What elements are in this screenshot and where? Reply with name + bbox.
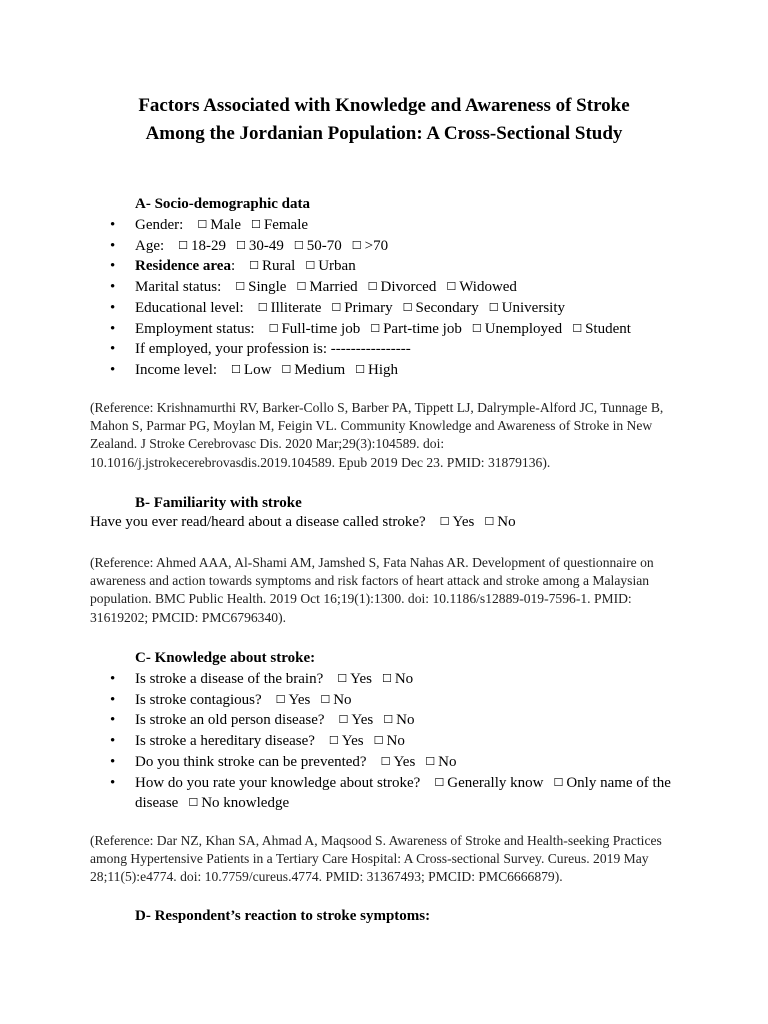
checkbox-option[interactable] — [381, 754, 416, 770]
checkbox-option-label: No — [438, 753, 457, 770]
item-label: Age: — [135, 237, 165, 254]
list-item — [90, 215, 690, 236]
checkbox-icon[interactable]: ☐ — [402, 300, 413, 314]
checkbox-option[interactable] — [258, 300, 322, 316]
list-item — [90, 710, 690, 731]
checkbox-option[interactable] — [368, 279, 437, 295]
checkbox-option[interactable] — [249, 258, 295, 274]
checkbox-option-label: Unemployed — [484, 320, 563, 337]
checkbox-icon[interactable]: ☐ — [231, 362, 241, 376]
checkbox-option-label: Married — [309, 279, 358, 296]
checkbox-option[interactable] — [339, 712, 374, 728]
list-item — [90, 339, 690, 360]
checkbox-option-label: No — [396, 712, 415, 729]
checkbox-option[interactable] — [370, 321, 462, 337]
checkbox-icon[interactable]: ☐ — [381, 672, 392, 685]
checkbox-icon[interactable]: ☐ — [275, 692, 286, 706]
checkbox-option-label: Only name of the disease — [135, 774, 671, 812]
checkbox-option-label: Female — [263, 217, 309, 233]
checkbox-option[interactable] — [235, 279, 286, 295]
checkbox-option[interactable] — [294, 238, 342, 254]
checkbox-option[interactable] — [383, 712, 414, 728]
item-label-suffix: : — [230, 258, 236, 275]
title-line-2: Among the Jordanian Population: A Cross-Sectional Study — [145, 123, 623, 144]
checkbox-option[interactable] — [331, 300, 392, 316]
section-a-list — [90, 215, 690, 381]
checkbox-option-label: Yes — [341, 733, 364, 750]
checkbox-icon[interactable]: ☐ — [281, 362, 292, 376]
checkbox-icon[interactable]: ☐ — [383, 713, 394, 727]
checkbox-icon[interactable]: ☐ — [367, 280, 378, 294]
checkbox-icon[interactable]: ☐ — [320, 692, 331, 706]
checkbox-option-label: Widowed — [459, 279, 517, 296]
checkbox-option[interactable] — [425, 754, 456, 770]
item-label: Employment status: — [135, 320, 255, 337]
checkbox-option-label: No — [333, 691, 352, 708]
checkbox-option-label: Primary — [344, 299, 393, 316]
list-item — [90, 236, 690, 257]
checkbox-option[interactable] — [296, 279, 357, 295]
checkbox-option-label: 50-70 — [306, 237, 342, 254]
item-label: How do you rate your knowledge about stroke? — [135, 774, 421, 791]
checkbox-option[interactable] — [329, 733, 364, 749]
checkbox-icon[interactable]: ☐ — [235, 280, 246, 294]
checkbox-icon[interactable]: ☐ — [351, 238, 362, 252]
checkbox-option[interactable] — [305, 258, 355, 274]
checkbox-option[interactable] — [320, 692, 351, 708]
checkbox-option[interactable] — [276, 692, 311, 708]
section-c-reference: (Reference: Dar NZ, Khan SA, Ahmad A, Maqsood S. Awareness of Stroke and Health-seeking Practices among Hypertensive Patients in a Tertiary Care Hospital: A Cross-sectional Survey. Cureus. 2019 May 28;11(5):e4774. doi: 10.7759/cureus.4774. PMID: 31367493; PMCID: PMC6666879). — [90, 833, 662, 885]
checkbox-option[interactable] — [489, 300, 565, 316]
checkbox-option-label: Yes — [452, 514, 475, 530]
checkbox-option-label: No — [386, 733, 405, 750]
checkbox-option[interactable] — [231, 362, 271, 378]
checkbox-option[interactable] — [281, 362, 345, 378]
title-line-1: Factors Associated with Knowledge and Awareness of Stroke — [138, 95, 630, 116]
checkbox-icon[interactable]: ☐ — [572, 321, 583, 335]
checkbox-option-label: Rural — [262, 258, 296, 275]
checkbox-option[interactable] — [178, 238, 226, 254]
checkbox-icon[interactable]: ☐ — [296, 280, 307, 294]
checkbox-icon[interactable]: ☐ — [257, 300, 268, 314]
checkbox-icon[interactable]: ☐ — [178, 238, 189, 252]
checkbox-option-label: Yes — [393, 753, 416, 770]
item-label: Educational level: — [135, 299, 244, 316]
checkbox-icon[interactable]: ☐ — [380, 754, 391, 768]
document-title — [0, 92, 768, 148]
item-label: Residence area — [135, 258, 231, 275]
item-label: Do you think stroke can be prevented? — [135, 753, 367, 770]
checkbox-option-label: Low — [243, 361, 272, 378]
checkbox-icon[interactable]: ☐ — [337, 672, 348, 685]
checkbox-option-label: 30-49 — [248, 237, 284, 254]
checkbox-icon[interactable]: ☐ — [305, 259, 316, 273]
item-label: Is stroke contagious? — [135, 691, 262, 708]
checkbox-option[interactable] — [197, 217, 241, 233]
checkbox-icon[interactable]: ☐ — [553, 775, 564, 789]
checkbox-option-label: Urban — [318, 258, 356, 275]
checkbox-option[interactable] — [374, 733, 405, 749]
checkbox-option[interactable] — [188, 795, 289, 811]
checkbox-option-label: 18-29 — [191, 237, 227, 254]
section-a-reference: (Reference: Krishnamurthi RV, Barker-Collo S, Barber PA, Tippett LJ, Dalrymple-Alford JC, Tunnage B, Mahon S, Parmar PG, Moylan M, Feigin VL. Community Knowledge and Awareness of Stroke in New Zealand. J Stroke Cerebrovasc Dis. 2020 Mar;29(3):104589. doi: 10.1016/j.jstrokecerebrovasdis.2019.104589. Epub 2019 Dec 23. PMID: 31879136). — [90, 400, 664, 470]
checkbox-option[interactable] — [472, 321, 562, 337]
section-c-list — [90, 669, 690, 814]
list-item — [90, 360, 690, 381]
list-item — [90, 752, 690, 773]
checkbox-option[interactable] — [440, 514, 475, 530]
section-b-question: Have you ever read/heard about a disease called stroke? — [90, 514, 426, 530]
item-label: Is stroke a hereditary disease? — [135, 733, 315, 750]
checkbox-option-label: Illiterate — [270, 299, 322, 316]
checkbox-icon[interactable]: ☐ — [268, 321, 279, 335]
section-d-heading: D- Respondent’s reaction to stroke symptoms: — [135, 908, 431, 924]
checkbox-option[interactable] — [484, 514, 515, 530]
checkbox-icon[interactable]: ☐ — [425, 754, 436, 768]
checkbox-option[interactable] — [434, 775, 543, 791]
list-item — [90, 256, 690, 277]
checkbox-option-label: No — [394, 671, 414, 687]
list-item — [90, 669, 690, 690]
checkbox-icon[interactable]: ☐ — [236, 238, 246, 252]
checkbox-icon[interactable]: ☐ — [471, 321, 482, 335]
section-b-reference: (Reference: Ahmed AAA, Al-Shami AM, Jamshed S, Fata Nahas AR. Development of questionnaire on awareness and action towards symptoms and risk factors of heart attack and stroke among a Malaysian population. BMC Public Health. 2019 Oct 16;19(1):1300. doi: 10.1186/s12889-019-7596-1. PMID: 31619202; PMCID: PMC6796340). — [90, 555, 654, 625]
section-a-heading: A- Socio-demographic data — [135, 196, 310, 212]
checkbox-option-label: No knowledge — [201, 795, 290, 812]
checkbox-icon[interactable]: ☐ — [355, 362, 366, 376]
checkbox-icon[interactable]: ☐ — [188, 796, 199, 810]
checkbox-option-label: Medium — [294, 361, 346, 378]
list-item — [90, 298, 690, 319]
checkbox-option[interactable] — [352, 238, 388, 254]
checkbox-icon[interactable]: ☐ — [484, 515, 495, 528]
checkbox-option-label: Divorced — [380, 279, 437, 296]
section-c-heading: C- Knowledge about stroke: — [135, 650, 316, 666]
item-label: Is stroke an old person disease? — [135, 712, 325, 729]
checkbox-option[interactable] — [236, 238, 284, 254]
checkbox-icon[interactable]: ☐ — [251, 218, 261, 231]
checkbox-option-label: Yes — [288, 691, 311, 708]
list-item — [90, 277, 690, 298]
checkbox-option[interactable] — [269, 321, 361, 337]
checkbox-icon[interactable]: ☐ — [370, 321, 381, 335]
item-label: Income level: — [135, 361, 218, 378]
list-item — [90, 690, 690, 711]
checkbox-option[interactable] — [355, 362, 398, 378]
item-label: Gender: — [135, 217, 184, 233]
checkbox-icon[interactable]: ☐ — [293, 238, 304, 252]
checkbox-icon[interactable]: ☐ — [446, 280, 457, 294]
section-b-question-row — [90, 514, 516, 531]
list-item — [90, 319, 690, 340]
checkbox-icon[interactable]: ☐ — [197, 218, 208, 231]
checkbox-option-label: Male — [210, 217, 242, 233]
checkbox-option-label: Yes — [350, 671, 372, 687]
checkbox-icon[interactable]: ☐ — [331, 300, 342, 314]
list-item — [90, 773, 690, 814]
checkbox-option-label: >70 — [364, 237, 389, 254]
item-label: Is stroke a disease of the brain? — [135, 671, 324, 687]
checkbox-option-label: High — [368, 361, 399, 378]
checkbox-option-label: University — [501, 299, 565, 316]
checkbox-icon[interactable]: ☐ — [328, 734, 339, 748]
checkbox-option-label: Secondary — [415, 299, 479, 316]
checkbox-option[interactable] — [572, 321, 631, 337]
checkbox-option[interactable] — [251, 217, 308, 233]
checkbox-icon[interactable]: ☐ — [338, 713, 349, 727]
checkbox-option-label: No — [497, 514, 516, 530]
checkbox-option[interactable] — [382, 671, 413, 687]
section-b-heading: B- Familiarity with stroke — [135, 495, 302, 511]
checkbox-option[interactable] — [337, 671, 372, 687]
checkbox-option-label: Student — [585, 320, 631, 337]
item-label: Marital status: — [135, 279, 222, 296]
checkbox-option[interactable] — [446, 279, 517, 295]
checkbox-icon[interactable]: ☐ — [373, 734, 384, 748]
checkbox-icon[interactable]: ☐ — [249, 259, 259, 273]
checkbox-option-label: Part-time job — [383, 320, 462, 337]
checkbox-option-label: Generally know — [447, 774, 544, 791]
checkbox-option-label: Single — [248, 279, 287, 296]
checkbox-icon[interactable]: ☐ — [439, 515, 450, 528]
list-item — [90, 731, 690, 752]
item-label: If employed, your profession is: ---------------- — [135, 341, 411, 358]
checkbox-option-label: Yes — [351, 712, 374, 729]
checkbox-option-label: Full-time job — [281, 320, 361, 337]
checkbox-icon[interactable]: ☐ — [434, 775, 445, 789]
checkbox-icon[interactable]: ☐ — [488, 300, 499, 314]
checkbox-option[interactable] — [403, 300, 479, 316]
